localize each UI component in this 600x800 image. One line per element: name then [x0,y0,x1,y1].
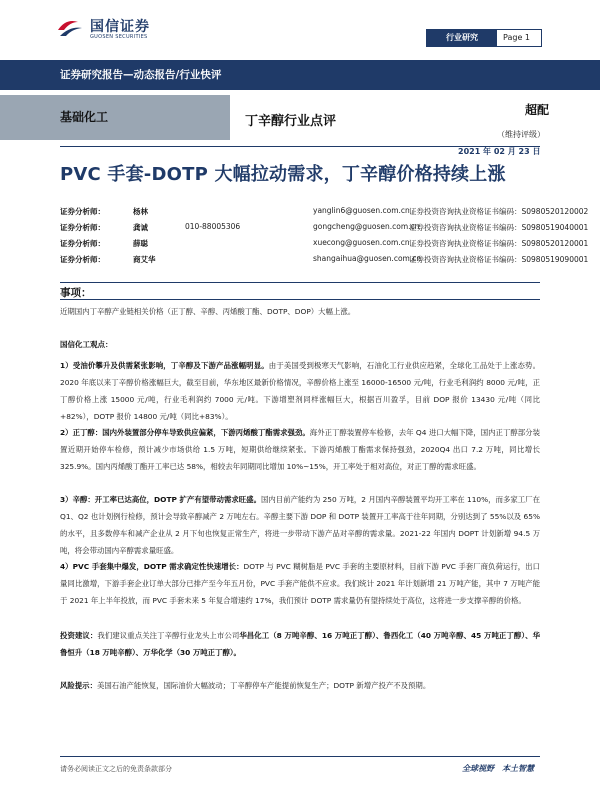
divider [60,299,540,300]
analyst-role: 证券分析师： [60,207,105,216]
analyst-row [60,254,589,266]
view-1-lead: 1）受油价攀升及供需紧张影响，丁辛醇及下游产品涨幅明显。 [60,361,269,370]
analyst-email: shangaihua@guosen.com.cn [313,254,422,263]
page-number: Page 1 [503,33,530,42]
view-2-text: 海外正丁醇装置停车检修，去年 Q4 进口大幅下降，国内正丁醇部分装置近期开始停车检修，预计减少市场供给 1.5 万吨，短期供给继续紧张。下游丙烯酸丁酯需求保持强劲，2020Q4 出口 7.2 万吨，同比增长 325.9%。国内丙烯酸丁酯开工率已达 58%，相较去年同期同比增加 10%~15%，开工率处于相对高位，对正丁醇的需求旺盛。 [60,428,540,471]
analyst-role: 证券分析师： [60,255,105,264]
logo-subtitle: GUOSEN SECURITIES [90,34,148,40]
report-date: 2021 年 02 月 23 日 [458,147,541,156]
investment-advice [60,627,540,661]
report-type: 证券研究报告—动态报告/行业快评 [60,69,222,81]
view-4-text: DOTP 与 PVC 糊树脂是 PVC 手套的主要原材料，目前下游 PVC 手套厂商负荷运行，出口量同比激增，下游手套企业订单大部分已排产至今年五月份，PVC 手套产能供不应求。我们统计 2021 年计划新增 21 万吨产能，其中 7 万吨产能于 2021 年上半年投放，而 PVC 手套未来 5 年复合增速约 17%，我们预计 DOTP 需求量仍有望持续处于高位，这将进一步支撑辛醇的价格。 [60,562,540,605]
analyst-row [60,206,589,218]
view-3-text: 国内目前产能约为 250 万吨，2 月国内辛醇装置平均开工率在 110%，而多家工厂在 Q1、Q2 也计划例行检修，预计会导致辛醇减产 2 万吨左右。辛醇主要下游 DOP 和 DOTP 装置开工率高于往年同期，分别达到了 55%以及 65%的水平，且多数停车和减产企业从 2 月下旬也恢复正常生产，将进一步带动下游产品对辛醇的需求量。2021-22 年国内 DOPT 计划新增 94.5 万吨，将会带动国内辛醇需求量旺盛。 [60,495,540,555]
risk-text: 美国石油产能恢复，国际油价大幅波动；丁辛醇停车产能提前恢复生产；DOTP 新增产投产不及预期。 [96,681,431,690]
analyst-email: xuecong@guosen.com.cn [313,238,410,247]
rating-note: （维持评级） [497,130,545,139]
analyst-row [60,222,589,234]
sector-name: 基础化工 [60,110,109,124]
analyst-name: 杨林 [133,207,148,216]
logo-mark-icon [56,16,84,40]
divider [60,282,540,283]
report-title: PVC 手套-DOTP 大幅拉动需求，丁辛醇价格持续上涨 [60,164,506,185]
invest-companies: 华昌化工（8 万吨辛醇、16 万吨正丁醇）、鲁西化工（40 万吨辛醇、45 万吨正丁醇）、华鲁恒升（18 万吨辛醇）、万华化学（30 万吨正丁醇）。 [60,631,540,657]
risk-warning [60,677,540,694]
view-2-lead: 2）正丁醇：国内外装置部分停车导致供应偏紧，下游丙烯酸丁酯需求强劲。 [60,428,310,437]
analyst-role: 证券分析师： [60,239,105,248]
views-heading: 国信化工观点： [60,340,113,349]
analyst-cert: 证券投资咨询执业资格证书编码：S0980520120001 [409,239,589,248]
section-heading-items: 事项： [60,287,92,299]
analyst-name: 商艾华 [133,255,156,264]
items-text: 近期国内丁辛醇产业链相关价格（正丁醇、辛醇、丙烯酸丁酯、DOTP、DOP）大幅上涨。 [60,307,356,316]
view-paragraph-4 [60,558,540,609]
invest-text: 我们建议重点关注丁辛醇行业龙头上市公司 [97,631,240,640]
analyst-name: 龚诚 [133,223,148,232]
review-title: 丁辛醇行业点评 [245,114,337,129]
sector-block [0,95,230,140]
rating-value: 超配 [525,103,550,117]
footer-divider [60,756,540,757]
logo-name: 国信证券 [90,19,150,35]
view-paragraph-1 [60,357,540,425]
risk-label: 风险提示： [60,681,97,690]
analyst-name: 薛聪 [133,239,148,248]
analyst-role: 证券分析师： [60,223,105,232]
footer-slogan: 全球视野 本土智慧 [462,764,534,773]
analyst-email: yanglin6@guosen.com.cn [313,206,410,215]
analyst-phone: 010-88005306 [185,222,241,231]
company-logo [56,14,206,44]
report-type-band [0,60,600,90]
report-category: 行业研究 [427,30,497,46]
analyst-cert: 证券投资咨询执业资格证书编码：S0980519090001 [409,255,589,264]
view-1-text: 由于美国受到极寒天气影响，石油化工行业供应趋紧，全球化工品处于上涨态势。2020 年底以来丁辛醇价格涨幅巨大，截至目前，华东地区最新价格情况，辛醇价格上涨至 16000-16500 元/吨，行业毛利润约 8000 元/吨，正丁醇价格上涨 15000 元/吨，行业毛利润约 7000 元/吨。下游增塑剂同样涨幅巨大，根据百川盈孚，目前 DOP 报价 13430 元/吨（同比+82%），DOTP 报价 14800 元/吨（同比+83%）。 [60,361,540,421]
invest-label: 投资建议： [60,631,98,640]
analyst-row [60,238,589,250]
view-4-lead: 4）PVC 手套集中爆发，DOTP 需求确定性快速增长： [60,562,244,571]
view-paragraph-3 [60,491,540,559]
analyst-email: gongcheng@guosen.com.cn [313,222,420,231]
analyst-cert: 证券投资咨询执业资格证书编码：S0980519040001 [409,223,589,232]
footer-disclaimer: 请务必阅读正文之后的免责条款部分 [60,765,172,773]
view-paragraph-2 [60,424,540,475]
header-tag [426,29,542,47]
analyst-cert: 证券投资咨询执业资格证书编码：S0980520120002 [409,207,589,216]
view-3-lead: 3）辛醇：开工率已达高位，DOTP 扩产有望带动需求旺盛。 [60,495,261,504]
